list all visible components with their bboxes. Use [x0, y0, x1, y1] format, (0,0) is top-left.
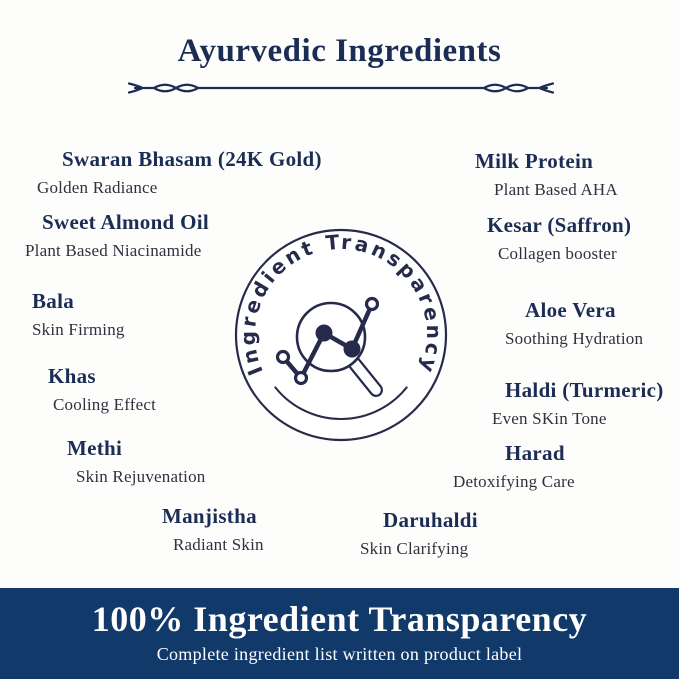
- ingredient-name: Khas: [48, 364, 96, 388]
- ingredient-name: Methi: [67, 436, 123, 460]
- page-title: Ayurvedic Ingredients: [177, 33, 502, 69]
- ingredient-item-swaran-bhasam: [37, 147, 322, 198]
- ingredient-benefit: Plant Based AHA: [494, 180, 618, 199]
- badge-circular-text: Ingredient Transparency: [235, 229, 447, 379]
- ingredient-item-methi: [67, 436, 205, 487]
- ingredient-benefit: Cooling Effect: [53, 395, 157, 414]
- ingredient-item-kesar: [487, 213, 631, 264]
- ingredient-name: Aloe Vera: [525, 298, 616, 322]
- ingredient-benefit: Plant Based Niacinamide: [25, 241, 202, 260]
- ingredient-name: Daruhaldi: [383, 508, 478, 532]
- ingredient-item-milk-protein: [475, 149, 618, 200]
- ingredient-item-khas: [48, 364, 156, 415]
- ingredient-name: Swaran Bhasam (24K Gold): [62, 147, 322, 171]
- ingredient-name: Haldi (Turmeric): [505, 378, 664, 402]
- ingredient-benefit: Skin Clarifying: [360, 539, 469, 558]
- ingredient-item-harad: [453, 441, 575, 492]
- ingredient-benefit: Skin Firming: [32, 320, 125, 339]
- ingredient-item-aloe-vera: [505, 298, 643, 349]
- ingredient-benefit: Soothing Hydration: [505, 329, 644, 348]
- ingredient-item-daruhaldi: [360, 508, 478, 559]
- ingredient-name: Bala: [32, 289, 75, 313]
- ingredient-name: Kesar (Saffron): [487, 213, 632, 237]
- ingredient-item-haldi: [492, 378, 664, 429]
- ingredient-benefit: Radiant Skin: [173, 535, 264, 554]
- ingredient-benefit: Golden Radiance: [37, 178, 158, 197]
- ingredient-name: Milk Protein: [475, 149, 594, 173]
- ingredient-item-bala: [32, 289, 125, 340]
- ornamental-divider: [126, 80, 556, 96]
- ingredient-name: Harad: [505, 441, 565, 465]
- banner-subtitle: Complete ingredient list written on product label: [156, 644, 523, 664]
- ingredient-benefit: Skin Rejuvenation: [76, 467, 206, 486]
- ingredient-benefit: Collagen booster: [498, 244, 617, 263]
- ingredient-name: Manjistha: [162, 504, 257, 528]
- ingredient-transparency-badge: [233, 227, 449, 443]
- ingredient-name: Sweet Almond Oil: [42, 210, 209, 234]
- ingredient-benefit: Even SKin Tone: [492, 409, 607, 428]
- banner-title: 100% Ingredient Transparency: [91, 599, 588, 639]
- ingredient-item-manjistha: [162, 504, 264, 555]
- ingredient-item-sweet-almond-oil: [25, 210, 209, 261]
- ingredient-benefit: Detoxifying Care: [453, 472, 575, 491]
- banner: [0, 588, 679, 679]
